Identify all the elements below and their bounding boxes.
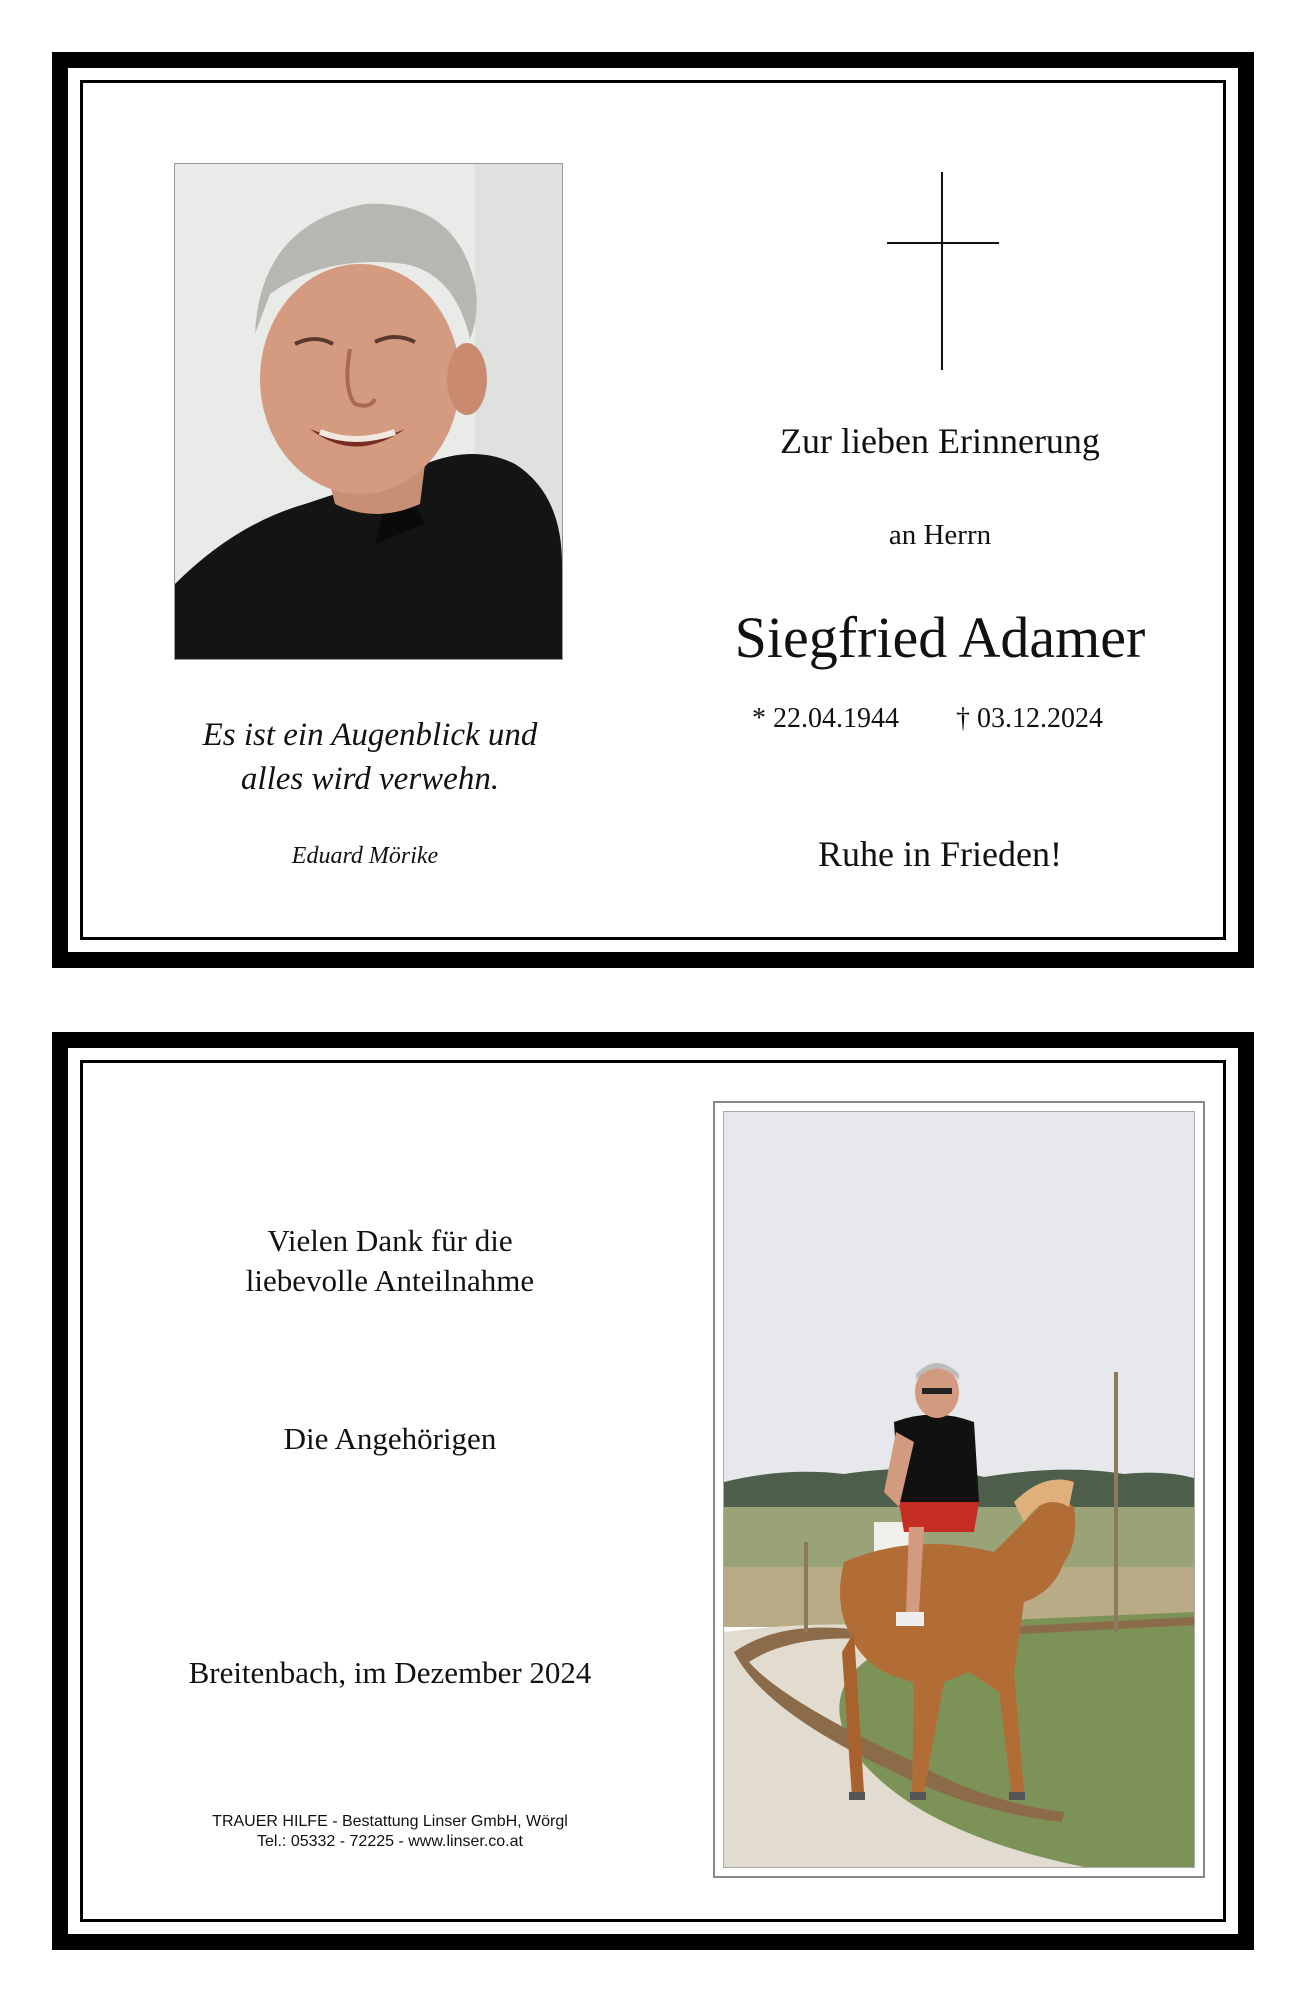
salutation: an Herrn	[888, 519, 992, 551]
thanks-line-1: Vielen Dank für die	[267, 1223, 513, 1258]
quote-author: Eduard Mörike	[291, 843, 439, 869]
closing-rest-in-peace: Ruhe in Frieden!	[818, 834, 1062, 874]
birth-date: * 22.04.1944	[752, 703, 899, 734]
portrait-photo	[174, 163, 563, 660]
quote-line-1: Es ist ein Augenblick und	[202, 717, 538, 753]
death-date: † 03.12.2024	[956, 703, 1103, 734]
family-signature: Die Angehörigen	[283, 1421, 497, 1456]
imprint-line-2: Tel.: 05332 - 72225 - www.linser.co.at	[257, 1833, 523, 1850]
cross-icon-vertical	[941, 172, 943, 370]
deceased-name: Siegfried Adamer	[734, 605, 1146, 670]
horse-riding-photo	[723, 1111, 1195, 1868]
thanks-message	[140, 1221, 640, 1301]
place-and-date: Breitenbach, im Dezember 2024	[188, 1655, 592, 1690]
heading-in-memory: Zur lieben Erinnerung	[780, 421, 1100, 461]
thanks-line-2: liebevolle Anteilnahme	[245, 1263, 535, 1298]
memorial-quote	[140, 713, 600, 801]
funeral-home-imprint	[110, 1812, 670, 1852]
quote-line-2: alles wird verwehn.	[240, 761, 500, 797]
imprint-line-1: TRAUER HILFE - Bestattung Linser GmbH, Wörgl	[212, 1813, 568, 1830]
cross-icon-horizontal	[887, 242, 999, 244]
